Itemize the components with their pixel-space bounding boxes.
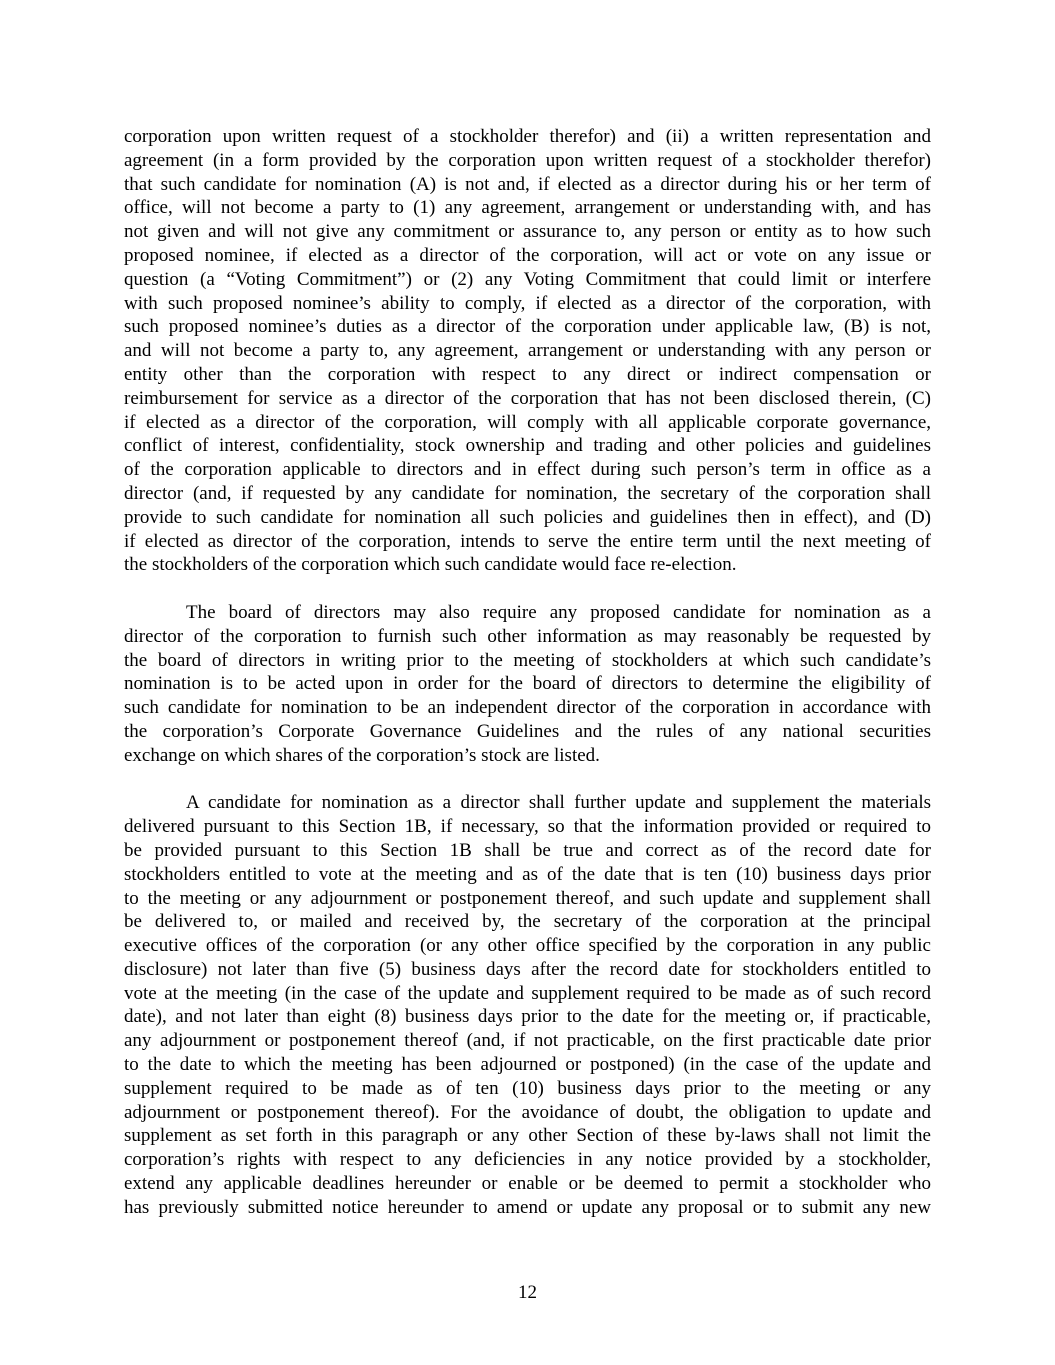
- text-line: supplement required to be made as of ten (10) business days prior to the meeting or any: [124, 1077, 931, 1099]
- paragraph: [124, 791, 931, 1219]
- text-line: not given and will not give any commitment or assurance to, any person or entity as to how such: [124, 221, 931, 243]
- text-line: and will not become a party to, any agreement, arrangement or understanding with any person or: [124, 340, 931, 362]
- text-line: executive offices of the corporation (or any other office specified by the corporation in any public: [124, 935, 931, 957]
- text-line: provide to such candidate for nomination all such policies and guidelines then in effect), and (D): [124, 506, 931, 528]
- text-line: such proposed nominee’s duties as a director of the corporation under applicable law, (B) is not,: [124, 316, 931, 338]
- paragraph: [124, 125, 931, 577]
- text-line: the board of directors in writing prior to the meeting of stockholders at which such candidate’s: [124, 649, 931, 671]
- text-line: The board of directors may also require any proposed candidate for nomination as a: [186, 601, 931, 623]
- text-line: of the corporation applicable to directors and in effect during such person’s term in office as a: [124, 459, 931, 481]
- text-line: nomination is to be acted upon in order for the board of directors to determine the eligibility of: [124, 673, 931, 695]
- text-line: office, will not become a party to (1) any agreement, arrangement or understanding with, and has: [124, 197, 931, 219]
- text-line: if elected as director of the corporation, intends to serve the entire term until the next meeting of: [124, 530, 931, 552]
- text-line: exchange on which shares of the corporation’s stock are listed.: [124, 744, 600, 766]
- text-line: the stockholders of the corporation which such candidate would face re-election.: [124, 554, 737, 576]
- text-line: that such candidate for nomination (A) is not and, if elected as a director during his or her term of: [124, 173, 931, 195]
- text-line: to the date to which the meeting has been adjourned or postponed) (in the case of the update and: [124, 1054, 931, 1076]
- text-line: director (and, if requested by any candidate for nomination, the secretary of the corporation shall: [124, 482, 931, 504]
- text-line: conflict of interest, confidentiality, stock ownership and trading and other policies and guidelines: [124, 435, 931, 457]
- text-line: stockholders entitled to vote at the meeting and as of the date that is ten (10) business days prior: [124, 863, 931, 885]
- text-line: reimbursement for service as a director of the corporation that has not been disclosed therein, (C): [124, 387, 931, 409]
- text-line: adjournment or postponement thereof). For the avoidance of doubt, the obligation to update and: [124, 1101, 931, 1123]
- text-line: corporation upon written request of a stockholder therefor) and (ii) a written representation and: [124, 126, 931, 147]
- paragraph: [124, 601, 931, 768]
- text-line: question (a “Voting Commitment”) or (2) any Voting Commitment that could limit or interfere: [124, 268, 931, 290]
- text-line: entity other than the corporation with respect to any direct or indirect compensation or: [124, 363, 931, 385]
- text-line: any adjournment or postponement thereof (and, if not practicable, on the first practicable date prior: [124, 1030, 931, 1052]
- text-line: such candidate for nomination to be an independent director of the corporation in accordance with: [124, 697, 931, 719]
- text-line: vote at the meeting (in the case of the update and supplement required to be made as of such record: [124, 982, 931, 1004]
- text-line: has previously submitted notice hereunder to amend or update any proposal or to submit any new: [124, 1196, 931, 1218]
- text-line: supplement as set forth in this paragraph or any other Section of these by-laws shall not limit the: [124, 1125, 931, 1147]
- text-line: corporation’s rights with respect to any deficiencies in any notice provided by a stockholder,: [124, 1149, 931, 1171]
- text-line: delivered pursuant to this Section 1B, if necessary, so that the information provided or required to: [124, 816, 931, 838]
- text-line: be delivered to, or mailed and received by, the secretary of the corporation at the principal: [124, 911, 931, 933]
- text-line: disclosure) not later than five (5) business days after the record date for stockholders entitled to: [124, 958, 931, 980]
- text-line: with such proposed nominee’s ability to comply, if elected as a director of the corporation, with: [124, 292, 931, 314]
- text-line: extend any applicable deadlines hereunder or enable or be deemed to permit a stockholder who: [124, 1173, 931, 1195]
- text-line: agreement (in a form provided by the corporation upon written request of a stockholder therefor): [124, 149, 931, 171]
- text-line: the corporation’s Corporate Governance Guidelines and the rules of any national securities: [124, 720, 931, 742]
- text-line: date), and not later than eight (8) business days prior to the date for the meeting or, if practicable,: [124, 1006, 931, 1028]
- text-line: director of the corporation to furnish such other information as may reasonably be requested by: [124, 625, 931, 647]
- text-line: proposed nominee, if elected as a director of the corporation, will act or vote on any issue or: [124, 244, 931, 266]
- text-line: if elected as a director of the corporation, will comply with all applicable corporate governance,: [124, 411, 931, 433]
- text-line: to the meeting or any adjournment or postponement thereof, and such update and supplement shall: [124, 887, 931, 909]
- text-line: A candidate for nomination as a director shall further update and supplement the materials: [186, 792, 931, 814]
- page-number: 12: [518, 1282, 537, 1303]
- document-body: [124, 125, 931, 1243]
- text-line: be provided pursuant to this Section 1B shall be true and correct as of the record date for: [124, 839, 931, 861]
